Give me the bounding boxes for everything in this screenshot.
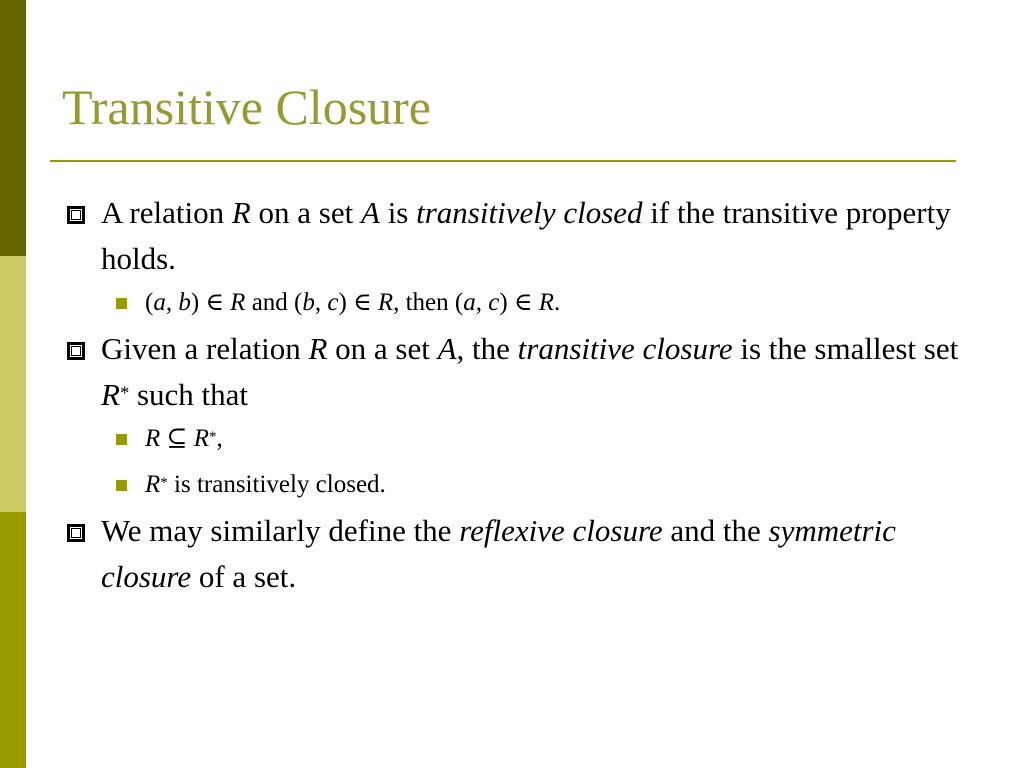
text-run: * <box>119 382 130 404</box>
title-underline-rule <box>50 160 956 162</box>
text-run: . <box>553 289 561 316</box>
text-run: a <box>463 289 476 316</box>
text-run: c <box>327 289 339 316</box>
side-bar-segment-mid <box>0 512 26 768</box>
text-run: R <box>230 289 246 316</box>
text-run: c <box>488 289 500 316</box>
text-run: on a set <box>250 195 361 230</box>
sub-bullet-text <box>145 425 223 452</box>
text-run: , the <box>456 331 518 366</box>
bullet-text <box>101 195 951 276</box>
sub-bullet-text <box>145 471 386 498</box>
sub-bullet-item <box>64 422 964 456</box>
text-run: such that <box>129 377 249 412</box>
filled-square-bullet-icon <box>116 298 127 309</box>
text-run: R <box>145 425 161 452</box>
text-run: , <box>475 289 489 316</box>
text-run: , <box>314 289 328 316</box>
text-run: and ( <box>245 289 303 316</box>
text-run: ) ∈ <box>499 289 539 316</box>
slide-title: Transitive Closure <box>62 79 431 135</box>
text-run: R <box>101 377 120 412</box>
text-run: R <box>145 471 161 498</box>
text-run: is the smallest set <box>732 331 959 366</box>
bullet-text <box>101 513 896 594</box>
bullet-item <box>64 190 964 282</box>
text-run: We may similarly define the <box>101 513 460 548</box>
text-run: ) ∈ <box>338 289 378 316</box>
side-accent-bar <box>0 0 26 768</box>
text-run: transitive closure <box>517 331 733 366</box>
filled-square-bullet-icon <box>116 480 127 491</box>
bullet-item <box>64 508 964 600</box>
text-run: A relation <box>101 195 232 230</box>
side-bar-segment-dark <box>0 0 26 256</box>
text-run: is <box>379 195 417 230</box>
sub-bullet-item <box>64 468 964 502</box>
text-run: reflexive closure <box>459 513 663 548</box>
sub-bullet-text <box>145 289 560 316</box>
text-run: * <box>209 428 217 445</box>
text-run: Given a relation <box>101 331 309 366</box>
text-run: A <box>437 331 457 366</box>
text-run: of a set. <box>191 559 297 594</box>
text-run: ⊆ <box>160 425 194 452</box>
text-run: is transitively closed. <box>167 471 386 498</box>
text-run: * <box>160 474 168 491</box>
text-run: R <box>231 195 251 230</box>
text-run: on a set <box>327 331 438 366</box>
text-run: , <box>216 425 223 452</box>
text-run: A <box>361 195 380 230</box>
square-bullet-icon <box>67 342 85 360</box>
text-run: R <box>538 289 554 316</box>
text-run: , then ( <box>393 289 464 316</box>
square-bullet-icon <box>67 206 85 224</box>
text-run: R <box>193 425 210 452</box>
text-run: and the <box>662 513 769 548</box>
bullet-text <box>101 331 958 412</box>
text-run: b <box>302 289 315 316</box>
text-run: symmetric closure <box>101 513 896 594</box>
text-run: if the transitive property holds. <box>101 195 951 276</box>
text-run: transitively closed <box>416 195 643 230</box>
text-run: ( <box>145 289 154 316</box>
text-run: R <box>377 289 394 316</box>
text-run: a <box>153 289 166 316</box>
filled-square-bullet-icon <box>116 434 127 445</box>
text-run: R <box>308 331 328 366</box>
text-run: b <box>178 289 191 316</box>
sub-bullet-item <box>64 286 964 320</box>
text-run: ) ∈ <box>190 289 231 316</box>
square-bullet-icon <box>67 524 85 542</box>
slide-content <box>64 190 964 600</box>
bullet-item <box>64 326 964 418</box>
side-bar-segment-light <box>0 256 26 512</box>
text-run: , <box>165 289 179 316</box>
